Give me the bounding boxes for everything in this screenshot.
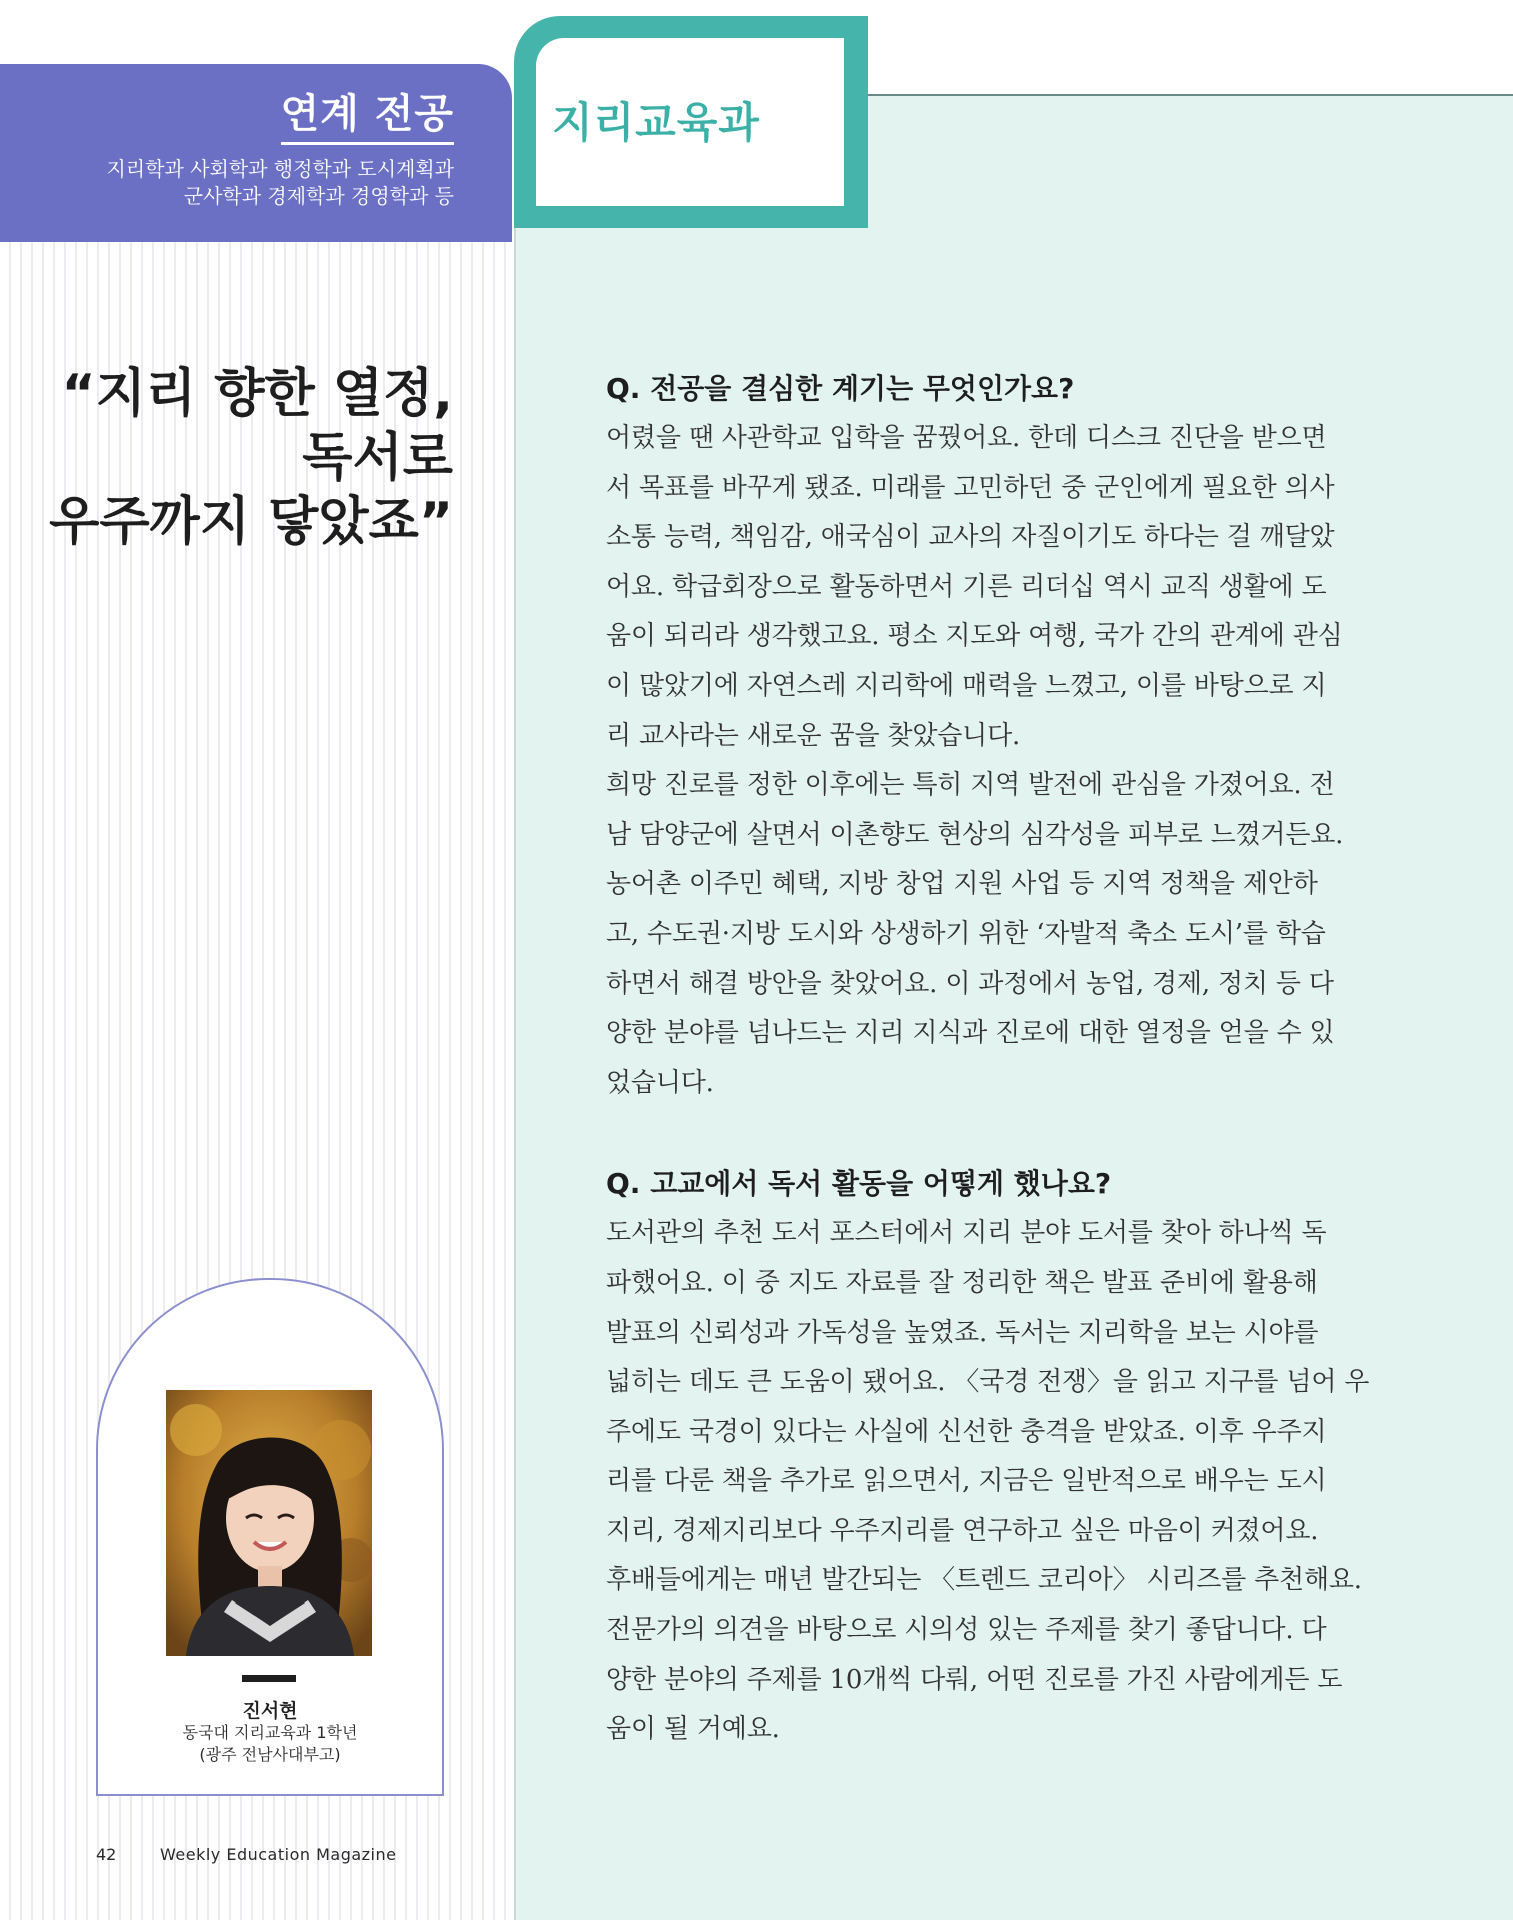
answer-line: 발표의 신뢰성과 가독성을 높였죠. 독서는 지리학을 보는 시야를 xyxy=(606,1317,1319,1348)
answer-line: 리 교사라는 새로운 꿈을 찾았습니다. xyxy=(606,720,1021,751)
answer-line: 리를 다룬 책을 추가로 읽으면서, 지금은 일반적으로 배우는 도시 xyxy=(606,1466,1327,1497)
profile-card xyxy=(96,1278,444,1796)
answer-line: 움이 될 거예요. xyxy=(606,1714,780,1745)
answer-line: 하면서 해결 방안을 찾았어요. 이 과정에서 농업, 경제, 정치 등 다 xyxy=(606,968,1334,999)
answer-paragraph xyxy=(606,414,1348,1108)
interview-content xyxy=(606,364,1370,1755)
name-divider xyxy=(242,1675,296,1682)
answer-line: 서 목표를 바꾸게 됐죠. 미래를 고민하던 중 군인에게 필요한 의사 xyxy=(606,472,1335,503)
related-majors-line: 지리학과 사회학과 행정학과 도시계획과 xyxy=(106,157,454,181)
answer-line: 남 담양군에 살면서 이촌향도 현상의 심각성을 피부로 느꼈거든요. xyxy=(606,819,1344,850)
answer-line: 도서관의 추천 도서 포스터에서 지리 분야 도서를 찾아 하나씩 독 xyxy=(606,1218,1327,1249)
affiliation-line: 동국대 지리교육과 1학년 xyxy=(182,1723,358,1742)
answer-line: 주에도 국경이 있다는 사실에 신선한 충격을 받았죠. 이후 우주지 xyxy=(606,1416,1327,1447)
department-tab xyxy=(514,16,868,228)
related-majors-header xyxy=(0,64,512,242)
magazine-name: Weekly Education Magazine xyxy=(160,1845,397,1864)
related-majors-title: 연계 전공 xyxy=(281,92,455,145)
department-title: 지리교육과 xyxy=(552,98,760,147)
answer-line: 넓히는 데도 큰 도움이 됐어요. 〈국경 전쟁〉을 읽고 지구를 넘어 우 xyxy=(606,1367,1370,1398)
answer-line: 소통 능력, 책임감, 애국심이 교사의 자질이기도 하다는 걸 깨달았 xyxy=(606,522,1335,553)
question-heading: Q. 전공을 결심한 계기는 무엇인가요? xyxy=(606,372,1075,405)
quote-line: 독서로 xyxy=(302,428,453,488)
top-rule xyxy=(868,94,1513,96)
quote-line: “지리 향한 열정, xyxy=(61,364,453,424)
profile-name: 진서현 xyxy=(242,1700,298,1722)
answer-line: 전문가의 의견을 바탕으로 시의성 있는 주제를 찾기 좋답니다. 다 xyxy=(606,1615,1327,1646)
answer-line: 움이 되리라 생각했고요. 평소 지도와 여행, 국가 간의 관계에 관심 xyxy=(606,621,1343,652)
answer-line: 었습니다. xyxy=(606,1067,714,1098)
headline-quote xyxy=(0,362,453,554)
answer-line: 이 많았기에 자연스레 지리학에 매력을 느꼈고, 이를 바탕으로 지 xyxy=(606,670,1327,701)
page-number: 42 xyxy=(96,1845,117,1864)
answer-line: 양한 분야를 넘나드는 지리 지식과 진로에 대한 열정을 얻을 수 있 xyxy=(606,1018,1335,1049)
profile-affiliation xyxy=(98,1722,442,1766)
related-majors-list xyxy=(14,156,454,210)
answer-line: 희망 진로를 정한 이후에는 특히 지역 발전에 관심을 가졌어요. 전 xyxy=(606,770,1335,801)
answer-paragraph xyxy=(606,1209,1370,1755)
answer-line: 지리, 경제지리보다 우주지리를 연구하고 싶은 마음이 커졌어요. xyxy=(606,1515,1319,1546)
section-gap xyxy=(606,1108,1348,1159)
affiliation-line: (광주 전남사대부고) xyxy=(199,1745,341,1764)
related-majors-line: 군사학과 경제학과 경영학과 등 xyxy=(183,184,454,208)
question-heading: Q. 고교에서 독서 활동을 어떻게 했나요? xyxy=(606,1167,1112,1201)
answer-line: 파했어요. 이 중 지도 자료를 잘 정리한 책은 발표 준비에 활용해 xyxy=(606,1267,1318,1298)
answer-line: 고, 수도권·지방 도시와 상생하기 위한 ‘자발적 축소 도시’를 학습 xyxy=(606,918,1326,949)
answer-line: 농어촌 이주민 혜택, 지방 창업 지원 사업 등 지역 정책을 제안하 xyxy=(606,869,1318,900)
answer-line: 어요. 학급회장으로 활동하면서 기른 리더십 역시 교직 생활에 도 xyxy=(606,571,1327,602)
answer-line: 양한 분야의 주제를 10개씩 다뤄, 어떤 진로를 가진 사람에게든 도 xyxy=(606,1664,1343,1695)
answer-line: 후배들에게는 매년 발간되는 〈트렌드 코리아〉 시리즈를 추천해요. xyxy=(606,1565,1362,1596)
profile-photo xyxy=(166,1390,372,1656)
answer-line: 어렸을 땐 사관학교 입학을 꿈꿨어요. 한데 디스크 진단을 받으면 xyxy=(606,423,1327,453)
portrait-image xyxy=(166,1390,372,1656)
quote-line: 우주까지 닿았죠” xyxy=(49,492,453,552)
